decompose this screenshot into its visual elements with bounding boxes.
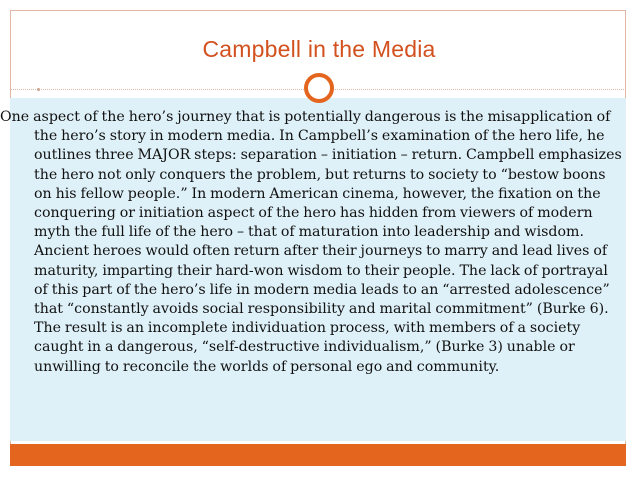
slide-title: Campbell in the Media: [202, 36, 436, 62]
circle-ornament-icon: [304, 73, 334, 103]
body-paragraph: One aspect of the hero’s journey that is potentially dangerous is the misapplication of the hero’s story in modern media. In Campbell’s examination of the hero life, he outlines three MAJOR steps: separation – initiation – return. Campbell emphasizes the hero not only conquers the problem, but returns to society to “bestow boons on his fellow people.” In modern American cinema, however, the fixation on the conquering or initiation aspect of the hero has hidden from viewers of modern myth the full life of the hero – that of maturation into leadership and wisdom. Ancient heroes would often return after their journeys to marry and lead lives of maturity, imparting their hard-won wisdom to their people. The lack of portrayal of this part of the hero’s life in modern media leads to an “arrested adolescence” that “constantly avoids social responsibility and marital commitment” (Burke 6). The result is an incomplete individuation process, with members of a society caught in a dangerous, “self-destructive individualism,” (Burke 3) unable or unwilling to reconcile the worlds of personal ego and community.: [0, 109, 622, 375]
bullet-dot: [37, 88, 40, 91]
footer-bar: [10, 444, 626, 466]
